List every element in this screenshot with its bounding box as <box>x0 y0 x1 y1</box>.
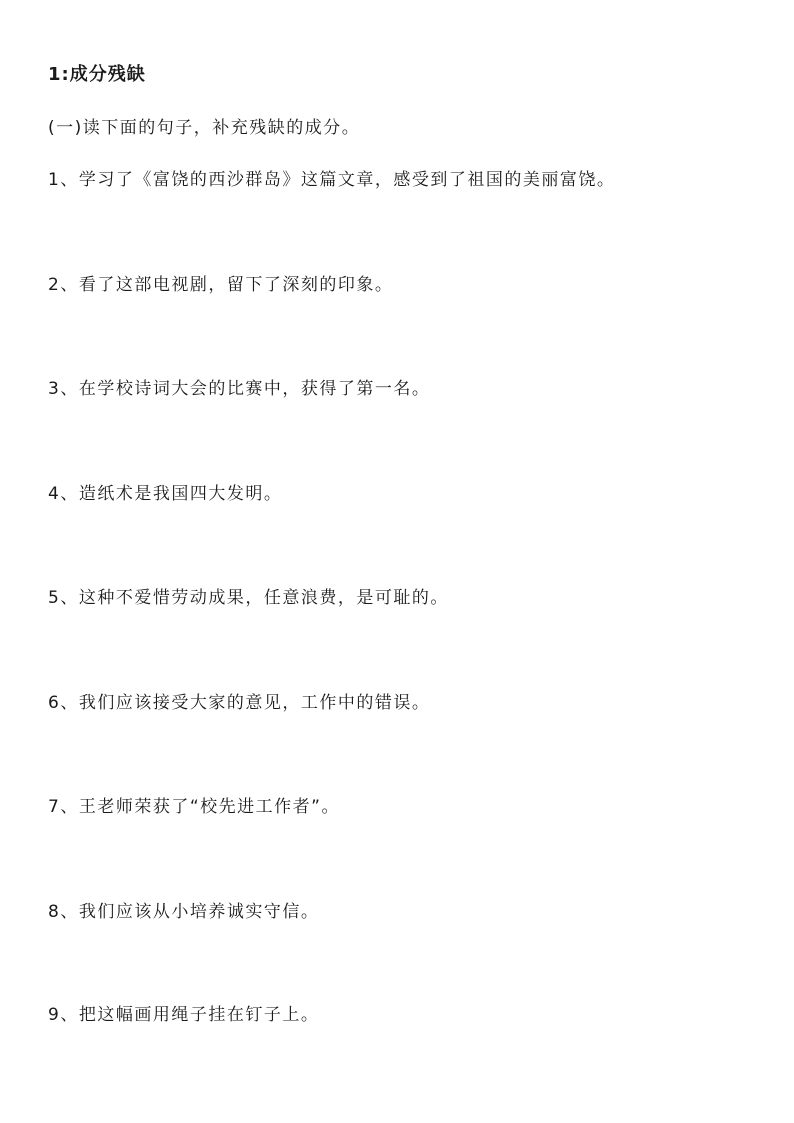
question-text: 看了这部电视剧，留下了深刻的印象。 <box>78 275 394 295</box>
question-text: 这种不爱惜劳动成果，任意浪费，是可耻的。 <box>78 588 449 608</box>
question-number: 9、 <box>48 1005 79 1025</box>
question-item <box>48 270 393 295</box>
question-number: 3、 <box>48 379 79 399</box>
question-text: 在学校诗词大会的比赛中，获得了第一名。 <box>78 379 431 399</box>
question-item <box>48 897 319 922</box>
question-number: 6、 <box>48 693 79 713</box>
question-text: 我们应该从小培养诚实守信。 <box>78 902 320 922</box>
question-item <box>48 374 430 399</box>
question-text: 我们应该接受大家的意见，工作中的错误。 <box>78 693 431 713</box>
question-number: 5、 <box>48 588 79 608</box>
question-number: 8、 <box>48 902 79 922</box>
question-item <box>48 1000 319 1025</box>
question-number: 4、 <box>48 484 79 504</box>
section-heading: 1:成分残缺 <box>48 64 146 85</box>
question-text: 把这幅画用绳子挂在钉子上。 <box>78 1005 320 1025</box>
question-item <box>48 583 449 608</box>
question-text: 学习了《富饶的西沙群岛》这篇文章，感受到了祖国的美丽富饶。 <box>78 170 616 190</box>
question-number: 7、 <box>48 797 79 817</box>
question-text: 造纸术是我国四大发明。 <box>78 484 283 504</box>
question-item <box>48 165 615 190</box>
question-item <box>48 792 340 817</box>
question-number: 2、 <box>48 275 79 295</box>
question-item <box>48 479 282 504</box>
question-text: 王老师荣获了“校先进工作者”。 <box>78 797 340 817</box>
question-item <box>48 688 430 713</box>
question-number: 1、 <box>48 170 79 190</box>
exercise-instruction: (一)读下面的句子，补充残缺的成分。 <box>48 118 361 138</box>
